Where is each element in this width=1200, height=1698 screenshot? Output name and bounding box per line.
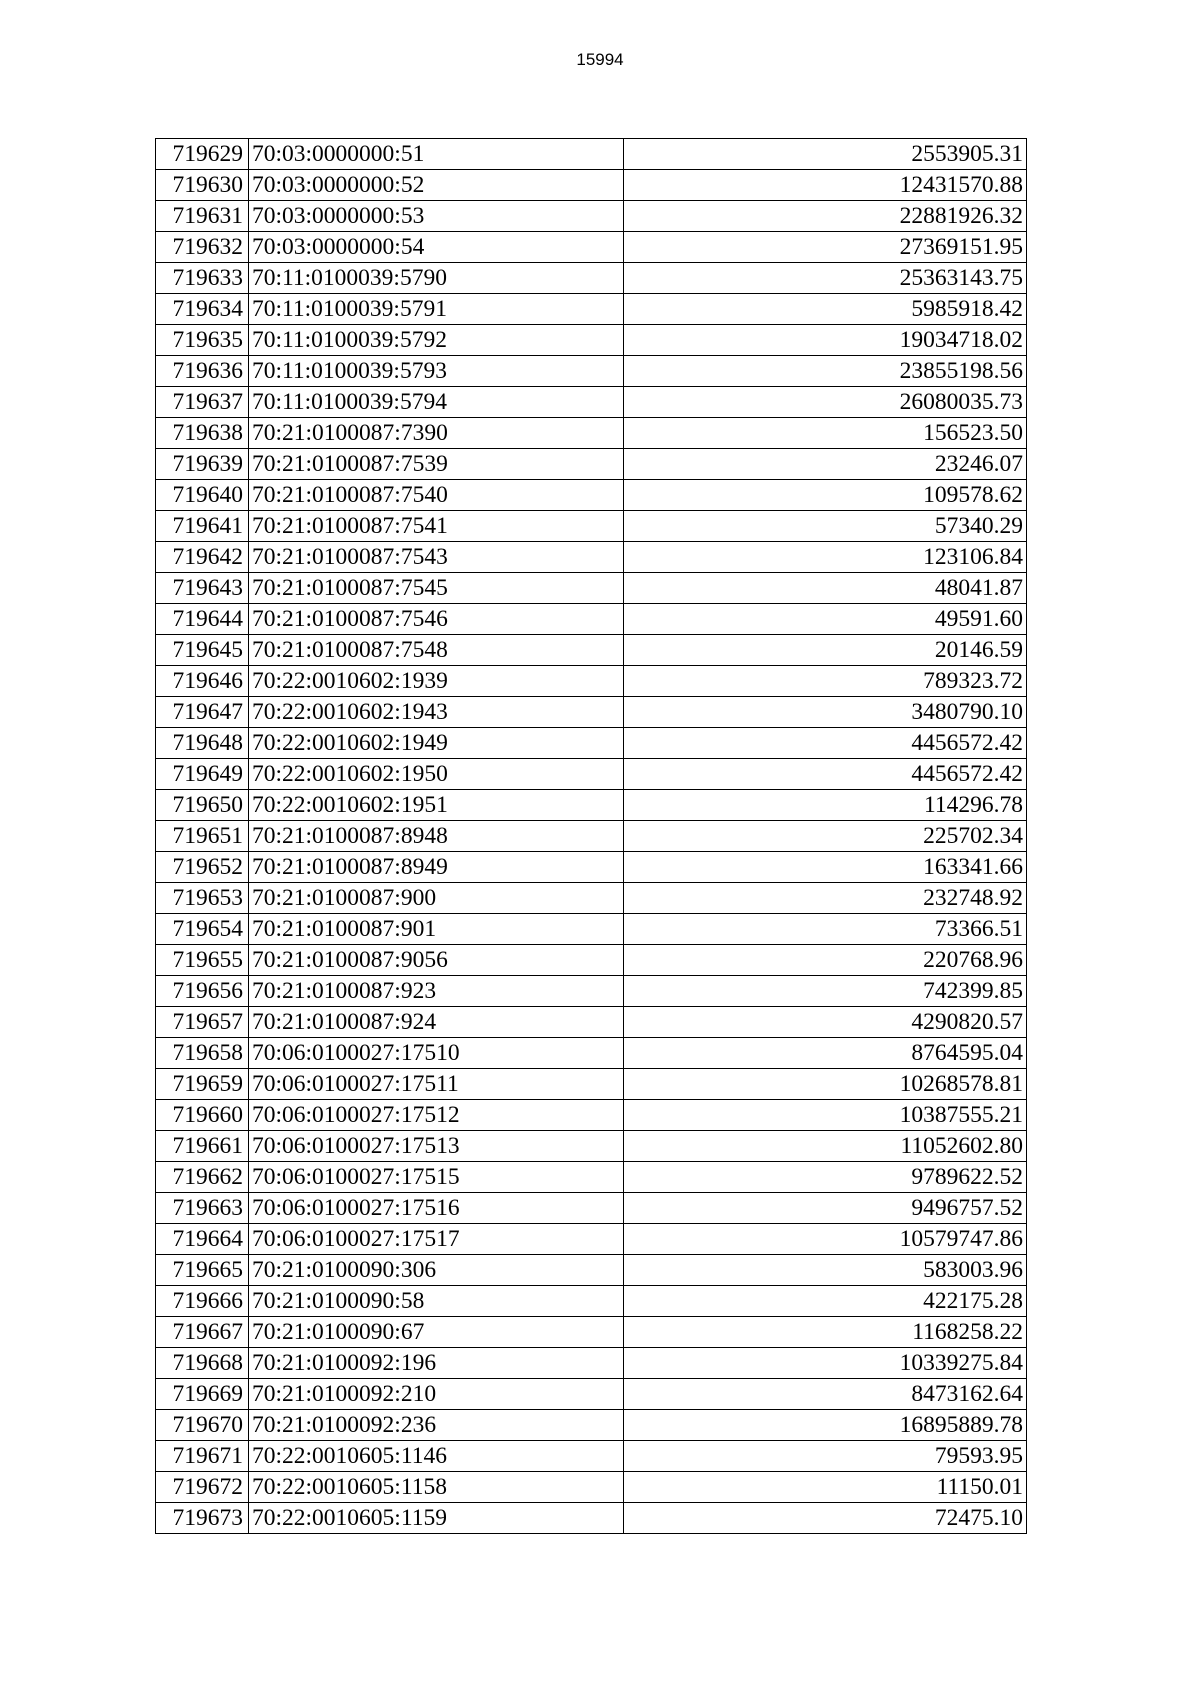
cadastral-number-cell: 70:06:0100027:17516 <box>249 1193 624 1224</box>
row-number-cell: 719657 <box>156 1007 249 1038</box>
cadastral-value-cell: 220768.96 <box>624 945 1027 976</box>
table-row <box>156 449 1027 480</box>
table-row <box>156 263 1027 294</box>
row-number-cell: 719629 <box>156 139 249 170</box>
cadastral-value-cell: 20146.59 <box>624 635 1027 666</box>
cadastral-value-cell: 25363143.75 <box>624 263 1027 294</box>
row-number-cell: 719648 <box>156 728 249 759</box>
cadastral-value-cell: 9789622.52 <box>624 1162 1027 1193</box>
cadastral-value-cell: 123106.84 <box>624 542 1027 573</box>
row-number-cell: 719662 <box>156 1162 249 1193</box>
cadastral-number-cell: 70:21:0100087:8948 <box>249 821 624 852</box>
page-number: 15994 <box>576 50 624 69</box>
cadastral-number-cell: 70:21:0100087:7539 <box>249 449 624 480</box>
table-row <box>156 1007 1027 1038</box>
cadastral-number-cell: 70:22:0010602:1950 <box>249 759 624 790</box>
cadastral-number-cell: 70:11:0100039:5792 <box>249 325 624 356</box>
table-row <box>156 139 1027 170</box>
cadastral-number-cell: 70:21:0100087:924 <box>249 1007 624 1038</box>
cadastral-number-cell: 70:21:0100092:236 <box>249 1410 624 1441</box>
row-number-cell: 719644 <box>156 604 249 635</box>
cadastral-number-cell: 70:21:0100092:196 <box>249 1348 624 1379</box>
table-row <box>156 1317 1027 1348</box>
row-number-cell: 719645 <box>156 635 249 666</box>
row-number-cell: 719643 <box>156 573 249 604</box>
cadastral-number-cell: 70:22:0010605:1159 <box>249 1503 624 1534</box>
cadastral-value-cell: 114296.78 <box>624 790 1027 821</box>
row-number-cell: 719667 <box>156 1317 249 1348</box>
cadastral-value-cell: 23855198.56 <box>624 356 1027 387</box>
cadastral-number-cell: 70:21:0100092:210 <box>249 1379 624 1410</box>
table-row <box>156 604 1027 635</box>
cadastral-value-cell: 742399.85 <box>624 976 1027 1007</box>
table-row <box>156 1286 1027 1317</box>
cadastral-number-cell: 70:22:0010605:1146 <box>249 1441 624 1472</box>
cadastral-number-cell: 70:21:0100090:58 <box>249 1286 624 1317</box>
row-number-cell: 719666 <box>156 1286 249 1317</box>
cadastral-value-cell: 16895889.78 <box>624 1410 1027 1441</box>
row-number-cell: 719665 <box>156 1255 249 1286</box>
row-number-cell: 719653 <box>156 883 249 914</box>
row-number-cell: 719638 <box>156 418 249 449</box>
table-row <box>156 728 1027 759</box>
cadastral-number-cell: 70:06:0100027:17513 <box>249 1131 624 1162</box>
table-row <box>156 325 1027 356</box>
cadastral-value-cell: 79593.95 <box>624 1441 1027 1472</box>
cadastral-value-cell: 789323.72 <box>624 666 1027 697</box>
cadastral-number-cell: 70:21:0100090:67 <box>249 1317 624 1348</box>
cadastral-number-cell: 70:03:0000000:54 <box>249 232 624 263</box>
table-row <box>156 356 1027 387</box>
table-row <box>156 511 1027 542</box>
table-row <box>156 1100 1027 1131</box>
cadastral-number-cell: 70:22:0010605:1158 <box>249 1472 624 1503</box>
table-row <box>156 1224 1027 1255</box>
row-number-cell: 719650 <box>156 790 249 821</box>
cadastral-number-cell: 70:21:0100087:923 <box>249 976 624 1007</box>
row-number-cell: 719652 <box>156 852 249 883</box>
row-number-cell: 719647 <box>156 697 249 728</box>
cadastral-value-cell: 11150.01 <box>624 1472 1027 1503</box>
cadastral-value-cell: 3480790.10 <box>624 697 1027 728</box>
cadastral-value-cell: 109578.62 <box>624 480 1027 511</box>
row-number-cell: 719642 <box>156 542 249 573</box>
row-number-cell: 719631 <box>156 201 249 232</box>
cadastral-number-cell: 70:22:0010602:1943 <box>249 697 624 728</box>
cadastral-number-cell: 70:03:0000000:52 <box>249 170 624 201</box>
cadastral-value-cell: 49591.60 <box>624 604 1027 635</box>
table-row <box>156 821 1027 852</box>
cadastral-number-cell: 70:11:0100039:5793 <box>249 356 624 387</box>
table-row <box>156 418 1027 449</box>
cadastral-value-cell: 422175.28 <box>624 1286 1027 1317</box>
row-number-cell: 719656 <box>156 976 249 1007</box>
cadastral-number-cell: 70:21:0100087:7543 <box>249 542 624 573</box>
row-number-cell: 719646 <box>156 666 249 697</box>
cadastral-value-cell: 232748.92 <box>624 883 1027 914</box>
cadastral-value-cell: 11052602.80 <box>624 1131 1027 1162</box>
row-number-cell: 719630 <box>156 170 249 201</box>
cadastral-value-cell: 73366.51 <box>624 914 1027 945</box>
table-row <box>156 759 1027 790</box>
table-row <box>156 635 1027 666</box>
table-row <box>156 790 1027 821</box>
row-number-cell: 719633 <box>156 263 249 294</box>
row-number-cell: 719659 <box>156 1069 249 1100</box>
row-number-cell: 719641 <box>156 511 249 542</box>
cadastral-value-cell: 10339275.84 <box>624 1348 1027 1379</box>
cadastral-value-cell: 4456572.42 <box>624 728 1027 759</box>
table-row <box>156 201 1027 232</box>
cadastral-value-table <box>155 138 1027 1534</box>
cadastral-number-cell: 70:11:0100039:5794 <box>249 387 624 418</box>
cadastral-value-cell: 48041.87 <box>624 573 1027 604</box>
cadastral-value-cell: 2553905.31 <box>624 139 1027 170</box>
cadastral-number-cell: 70:21:0100087:9056 <box>249 945 624 976</box>
cadastral-value-cell: 225702.34 <box>624 821 1027 852</box>
cadastral-number-cell: 70:21:0100087:7390 <box>249 418 624 449</box>
table-row <box>156 294 1027 325</box>
row-number-cell: 719632 <box>156 232 249 263</box>
row-number-cell: 719669 <box>156 1379 249 1410</box>
table-row <box>156 232 1027 263</box>
row-number-cell: 719637 <box>156 387 249 418</box>
row-number-cell: 719635 <box>156 325 249 356</box>
cadastral-number-cell: 70:06:0100027:17512 <box>249 1100 624 1131</box>
cadastral-number-cell: 70:22:0010602:1939 <box>249 666 624 697</box>
cadastral-number-cell: 70:21:0100090:306 <box>249 1255 624 1286</box>
cadastral-number-cell: 70:21:0100087:900 <box>249 883 624 914</box>
row-number-cell: 719673 <box>156 1503 249 1534</box>
row-number-cell: 719670 <box>156 1410 249 1441</box>
cadastral-number-cell: 70:03:0000000:53 <box>249 201 624 232</box>
row-number-cell: 719668 <box>156 1348 249 1379</box>
cadastral-number-cell: 70:21:0100087:7540 <box>249 480 624 511</box>
cadastral-value-cell: 5985918.42 <box>624 294 1027 325</box>
row-number-cell: 719671 <box>156 1441 249 1472</box>
table-row <box>156 1255 1027 1286</box>
table-row <box>156 697 1027 728</box>
table-row <box>156 480 1027 511</box>
cadastral-number-cell: 70:21:0100087:7548 <box>249 635 624 666</box>
cadastral-number-cell: 70:21:0100087:7545 <box>249 573 624 604</box>
row-number-cell: 719660 <box>156 1100 249 1131</box>
table-row <box>156 1038 1027 1069</box>
cadastral-number-cell: 70:11:0100039:5791 <box>249 294 624 325</box>
cadastral-value-cell: 4290820.57 <box>624 1007 1027 1038</box>
table-row <box>156 976 1027 1007</box>
cadastral-value-cell: 26080035.73 <box>624 387 1027 418</box>
cadastral-value-cell: 156523.50 <box>624 418 1027 449</box>
cadastral-number-cell: 70:21:0100087:7546 <box>249 604 624 635</box>
cadastral-number-cell: 70:21:0100087:901 <box>249 914 624 945</box>
cadastral-value-cell: 27369151.95 <box>624 232 1027 263</box>
cadastral-number-cell: 70:22:0010602:1949 <box>249 728 624 759</box>
table-body <box>156 139 1027 1534</box>
row-number-cell: 719634 <box>156 294 249 325</box>
cadastral-number-cell: 70:11:0100039:5790 <box>249 263 624 294</box>
table-row <box>156 542 1027 573</box>
cadastral-value-cell: 10579747.86 <box>624 1224 1027 1255</box>
table-row <box>156 1472 1027 1503</box>
table-row <box>156 573 1027 604</box>
cadastral-number-cell: 70:06:0100027:17515 <box>249 1162 624 1193</box>
table-row <box>156 945 1027 976</box>
table-row <box>156 1441 1027 1472</box>
cadastral-value-cell: 4456572.42 <box>624 759 1027 790</box>
table-row <box>156 852 1027 883</box>
cadastral-value-cell: 8764595.04 <box>624 1038 1027 1069</box>
cadastral-value-cell: 1168258.22 <box>624 1317 1027 1348</box>
cadastral-number-cell: 70:21:0100087:8949 <box>249 852 624 883</box>
cadastral-value-cell: 9496757.52 <box>624 1193 1027 1224</box>
row-number-cell: 719655 <box>156 945 249 976</box>
row-number-cell: 719649 <box>156 759 249 790</box>
cadastral-number-cell: 70:06:0100027:17510 <box>249 1038 624 1069</box>
row-number-cell: 719636 <box>156 356 249 387</box>
row-number-cell: 719658 <box>156 1038 249 1069</box>
table-row <box>156 1348 1027 1379</box>
row-number-cell: 719640 <box>156 480 249 511</box>
table-row <box>156 883 1027 914</box>
cadastral-number-cell: 70:21:0100087:7541 <box>249 511 624 542</box>
cadastral-number-cell: 70:06:0100027:17511 <box>249 1069 624 1100</box>
table-row <box>156 1410 1027 1441</box>
table-row <box>156 914 1027 945</box>
cadastral-value-cell: 8473162.64 <box>624 1379 1027 1410</box>
cadastral-value-cell: 72475.10 <box>624 1503 1027 1534</box>
table-row <box>156 170 1027 201</box>
table-row <box>156 1503 1027 1534</box>
row-number-cell: 719661 <box>156 1131 249 1162</box>
row-number-cell: 719651 <box>156 821 249 852</box>
cadastral-value-cell: 12431570.88 <box>624 170 1027 201</box>
row-number-cell: 719672 <box>156 1472 249 1503</box>
table-row <box>156 1193 1027 1224</box>
table-row <box>156 1131 1027 1162</box>
table-row <box>156 1069 1027 1100</box>
cadastral-value-cell: 583003.96 <box>624 1255 1027 1286</box>
cadastral-value-cell: 22881926.32 <box>624 201 1027 232</box>
row-number-cell: 719639 <box>156 449 249 480</box>
cadastral-number-cell: 70:06:0100027:17517 <box>249 1224 624 1255</box>
cadastral-value-cell: 19034718.02 <box>624 325 1027 356</box>
table-row <box>156 1379 1027 1410</box>
table-row <box>156 387 1027 418</box>
cadastral-value-cell: 57340.29 <box>624 511 1027 542</box>
table-row <box>156 666 1027 697</box>
row-number-cell: 719663 <box>156 1193 249 1224</box>
cadastral-value-cell: 10387555.21 <box>624 1100 1027 1131</box>
cadastral-number-cell: 70:22:0010602:1951 <box>249 790 624 821</box>
cadastral-value-cell: 23246.07 <box>624 449 1027 480</box>
row-number-cell: 719664 <box>156 1224 249 1255</box>
row-number-cell: 719654 <box>156 914 249 945</box>
table-row <box>156 1162 1027 1193</box>
cadastral-number-cell: 70:03:0000000:51 <box>249 139 624 170</box>
cadastral-value-cell: 163341.66 <box>624 852 1027 883</box>
cadastral-value-cell: 10268578.81 <box>624 1069 1027 1100</box>
